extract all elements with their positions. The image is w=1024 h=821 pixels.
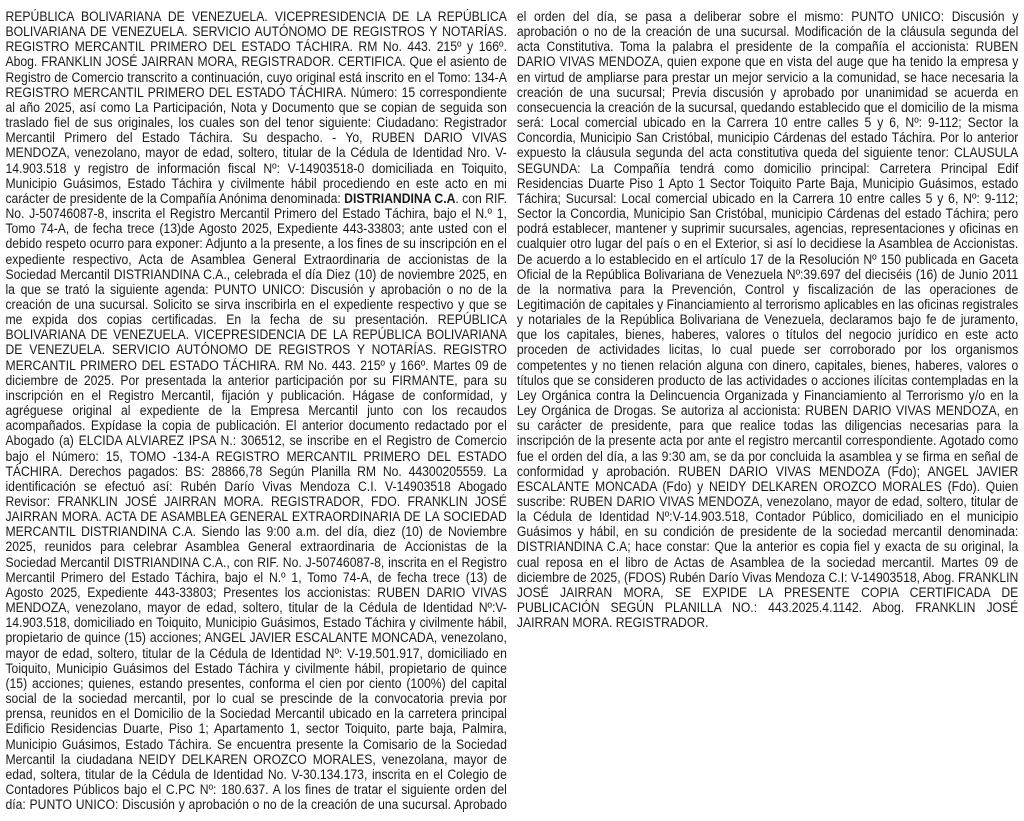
notice-body xyxy=(5,9,1018,816)
company-name: DISTRIANDINA C.A xyxy=(344,190,456,206)
notice-text-intro: REPÚBLICA BOLIVARIANA DE VENEZUELA. VICEPRESIDENCIA DE LA REPÚBLICA BOLIVARIANA DE VENEZUELA. SERVICIO AUTÓNOMO DE REGISTROS Y NOTARÍAS. REGISTRO MERCANTIL PRIMERO DEL ESTADO TÁCHIRA. RM No. 443. 215º y 166º. Abog. FRANKLIN JOSÉ JAIRRAN MORA, REGISTRADOR. CERTIFICA. Que el asiento de Registro de Comercio transcrito a continuación, cuyo original está inscrito en el Tomo: 134-A REGISTRO MERCANTIL PRIMERO DEL ESTADO TÁCHIRA. Número: 15 correspondiente al año 2025, así como La Participación, Nota y Documento que se copian de seguida son traslado fiel de sus originales, los cuales son del tenor siguiente: Ciudadano: Registrador Mercantil Primero del Estado Táchira. Su despacho. - Yo, RUBEN DARIO VIVAS MENDOZA, venezolano, mayor de edad, soltero, titular de la Cédula de Identidad Nro. V-14.903.518 y registro de información fiscal Nº: V-14903518-0 domiciliada en Toiquito, Municipio Guásimos, Estado Táchira y civilmente hábil procediendo en este acto en mi carácter de presidente de la Compañía Anónima denominada: xyxy=(5,9,507,206)
notice-text-main: . con RIF. No. J-50746087-8, inscrita el Registro Mercantil Primero del Estado Táchira, bajo el N.º 1, Tomo 74-A, de fecha trece (13)de Agosto 2025, Expediente 443-33803; ante usted con el debido respeto ocurro para exponer: Adjunto a la presente, a los fines de su inscripción en el expediente respectivo, Acta de Asamblea General Extraordinaria de accionistas de la Sociedad Mercantil DISTRIANDINA C.A., celebrada el día Diez (10) de noviembre 2025, en la que se trató la siguiente agenda: PUNTO UNICO: Discusión y aprobación o no de la creación de una sucursal. Solicito se sirva inscribirla en el expediente respectivo y que se me expida dos copias certificadas. En la fecha de su presentación. REPÚBLICA BOLIVARIANA DE VENEZUELA. VICEPRESIDENCIA DE LA REPÚBLICA BOLIVARIANA DE VENEZUELA. SERVICIO AUTÓNOMO DE REGISTROS Y NOTARÍAS. REGISTRO MERCANTIL PRIMERO DEL ESTADO TÁCHIRA. RM No. 443. 215º y 166º. Martes 09 de diciembre de 2025. Por presentada la anterior participación por su FIRMANTE, para su inscripción en el Registro Mercantil, fijación y publicación. Hágase de conformidad, y agréguese original al expediente de la Empresa Mercantil junto con los recaudos acompañados. Expídase la copia de publicación. El anterior documento redactado por el Abogado (a) ELCIDA ALVIAREZ IPSA N.: 306512, se inscribe en el Registro de Comercio bajo el Número: 15, TOMO -134-A REGISTRO MERCANTIL PRIMERO DEL ESTADO TÁCHIRA. Derechos pagados: BS: 28866,78 Según Planilla RM No. 44300205559. La identificación se efectuó así: Rubén Darío Vivas Mendoza C.I. V-14903518 Abogado Revisor: FRANKLIN JOSÉ JAIRRAN MORA. REGISTRADOR, FDO. FRANKLIN JOSÉ JAIRRAN MORA. ACTA DE ASAMBLEA GENERAL EXTRAORDINARIA DE LA SOCIEDAD MERCANTIL DISTRIANDINA C.A. Siendo las 9:00 a.m. del día, diez (10) de Noviembre 2025, reunidos para celebrar Asamblea General extraordinaria de Accionistas de la Sociedad Mercantil DISTRIANDINA C.A., con RIF. No. J-50746087-8, inscrita en el Registro Mercantil Primero del Estado Táchira, bajo el N.º 1, Tomo 74-A, de fecha trece (13) de Agosto 2025, Expediente 443-33803; Presentes los accionistas: RUBEN DARIO VIVAS MENDOZA, venezolano, mayor de edad, soltero, titular de la Cédula de Identidad Nº:V-14.903.518, domiciliado en Toiquito, Municipio Guásimos, Estado Táchira y civilmente hábil, propietario de quince (15) acciones; ANGEL JAVIER ESCALANTE MONCADA, venezolano, mayor de edad, soltero, titular de la Cédula de Identidad Nº: V-19.501.917, domiciliado en Toiquito, Municipio Guásimos del Estado Táchira y civilmente hábil, propietario de quince (15) acciones; quienes, estando presentes, conforma el cien por ciento (100%) del capital social de la sociedad mercantil, por lo cual se prescinde de la convocatoria previa por prensa, reunidos en el Domicilio de la Sociedad Mercantil ubicado en la carretera principal Edificio Residencias Duarte, Piso 1; Apartamento 1, sector Toiquito, parte baja, Palmira, Municipio Guásimos, Estado Táchira. Se encuentra presente la Comisario de la Sociedad Mercantil la ciudadana NEIDY DELKAREN OROZCO MORALES, venezolana, mayor de edad, soltera, titular de la Cédula de Identidad No. V-30.134.173, inscrita en el Colegio de Contadores Públicos bajo el C.PC Nº: 180.637. A los fines de tratar el siguiente orden del día: PUNTO UNICO: Discusión y aprobación o no de la creación de una sucursal. Aprobado el orden del día, se pasa a deliberar sobre el mismo: PUNTO UNICO: Discusión y aprobación o no de la creación de una sucursal. Modificación de la cláusula segunda del acta Constitutiva. Toma la palabra el presidente de la compañía el accionista: RUBEN DARIO VIVAS MENDOZA, quien expone que en vista del auge que ha tenido la empresa y en virtud de ampliarse para prestar un mejor servicio a la comunidad, se hace necesaria la creación de una sucursal; Previa discusión y aprobado por unanimidad se acuerda en consecuencia la creación de la sucursal, quedando establecido que el domicilio de la misma será: Local comercial ubicado en la Carrera 10 entre calles 5 y 6, Nº: 9-112; Sector la Concordia, Municipio San Cristóbal, municipio Cárdenas del estado Táchira. Por lo anterior expuesto la cláusula segunda del acta constitutiva queda del siguiente tenor: CLAUSULA SEGUNDA: La Compañía tendrá como domicilio principal: Carretera Principal Edif Residencias Duarte Piso 1 Apto 1 Sector Toiquito Parte Baja, Municipio Guásimos, estado Táchira; Sucursal: Local comercial ubicado en la Carrera 10 entre calles 5 y 6, Nº: 9-112; Sector la Concordia, Municipio San Cristóbal, municipio Cárdenas del estado Táchira; pero podrá establecer, mantener y suprimir sucursales, agencias, representaciones y oficinas en cualquier otro lugar del país o en el Exterior, si así lo decidiese la Asamblea de Accionistas. De acuerdo a lo establecido en el artículo 17 de la Resolución Nº 150 publicada en Gaceta Oficial de la República Bolivariana de Venezuela Nº:39.697 del dieciséis (16) de Junio 2011 de la normativa para la Prevención, Control y fiscalización de las operaciones de Legitimación de capitales y Financiamiento al terrorismo aplicables en las oficinas registrales y notariales de la República Bolivariana de Venezuela, declaramos bajo fe de juramento, que los capitales, bienes, haberes, valores o títulos del negocio jurídico en este acto proceden de actividades licitas, lo cual puede ser corroborado por los organismos competentes y no tienen relación alguna con dinero, capitales, bienes, haberes, valores o títulos que se consideren producto de las actividades o acciones ilícitas contempladas en la Ley Orgánica contra la Delincuencia Organizada y Financiamiento al Terrorismo y/o en la Ley Orgánica de Drogas. Se autoriza al accionista: RUBEN DARIO VIVAS MENDOZA, en su carácter de presidente, para que realice todas las diligencias necesarias para la inscripción de la presente acta por ante el registro mercantil correspondiente. Agotado como fue el orden del día, a las 9:30 am, se da por concluida la asamblea y se firma en señal de conformidad y aprobación. RUBEN DARIO VIVAS MENDOZA (Fdo); ANGEL JAVIER ESCALANTE MONCADA (Fdo) y NEIDY DELKAREN OROZCO MORALES (Fdo). Quien suscribe: RUBEN DARIO VIVAS MENDOZA, venezolano, mayor de edad, soltero, titular de la Cédula de Identidad Nº:V-14.903.518, Contador Público, domiciliado en el municipio Guásimos y hábil, en su condición de presidente de la sociedad mercantil denominada: DISTRIANDINA C.A; hace constar: Que la anterior es copia fiel y exacta de su original, la cual reposa en el libro de Actas de Asamblea de la sociedad mercantil. Martes 09 de diciembre de 2025, (FDOS) Rubén Darío Vivas Mendoza C.I: V-14903518, Abog. FRANKLIN JOSÉ JAIRRAN MORA, SE EXPIDE LA PRESENTE COPIA CERTIFICADA DE PUBLICACIÓN SEGÚN PLANILLA NO.: 443.2025.4.1142. Abog. FRANKLIN JOSÉ JAIRRAN MORA. REGISTRADOR. xyxy=(5,9,1019,813)
